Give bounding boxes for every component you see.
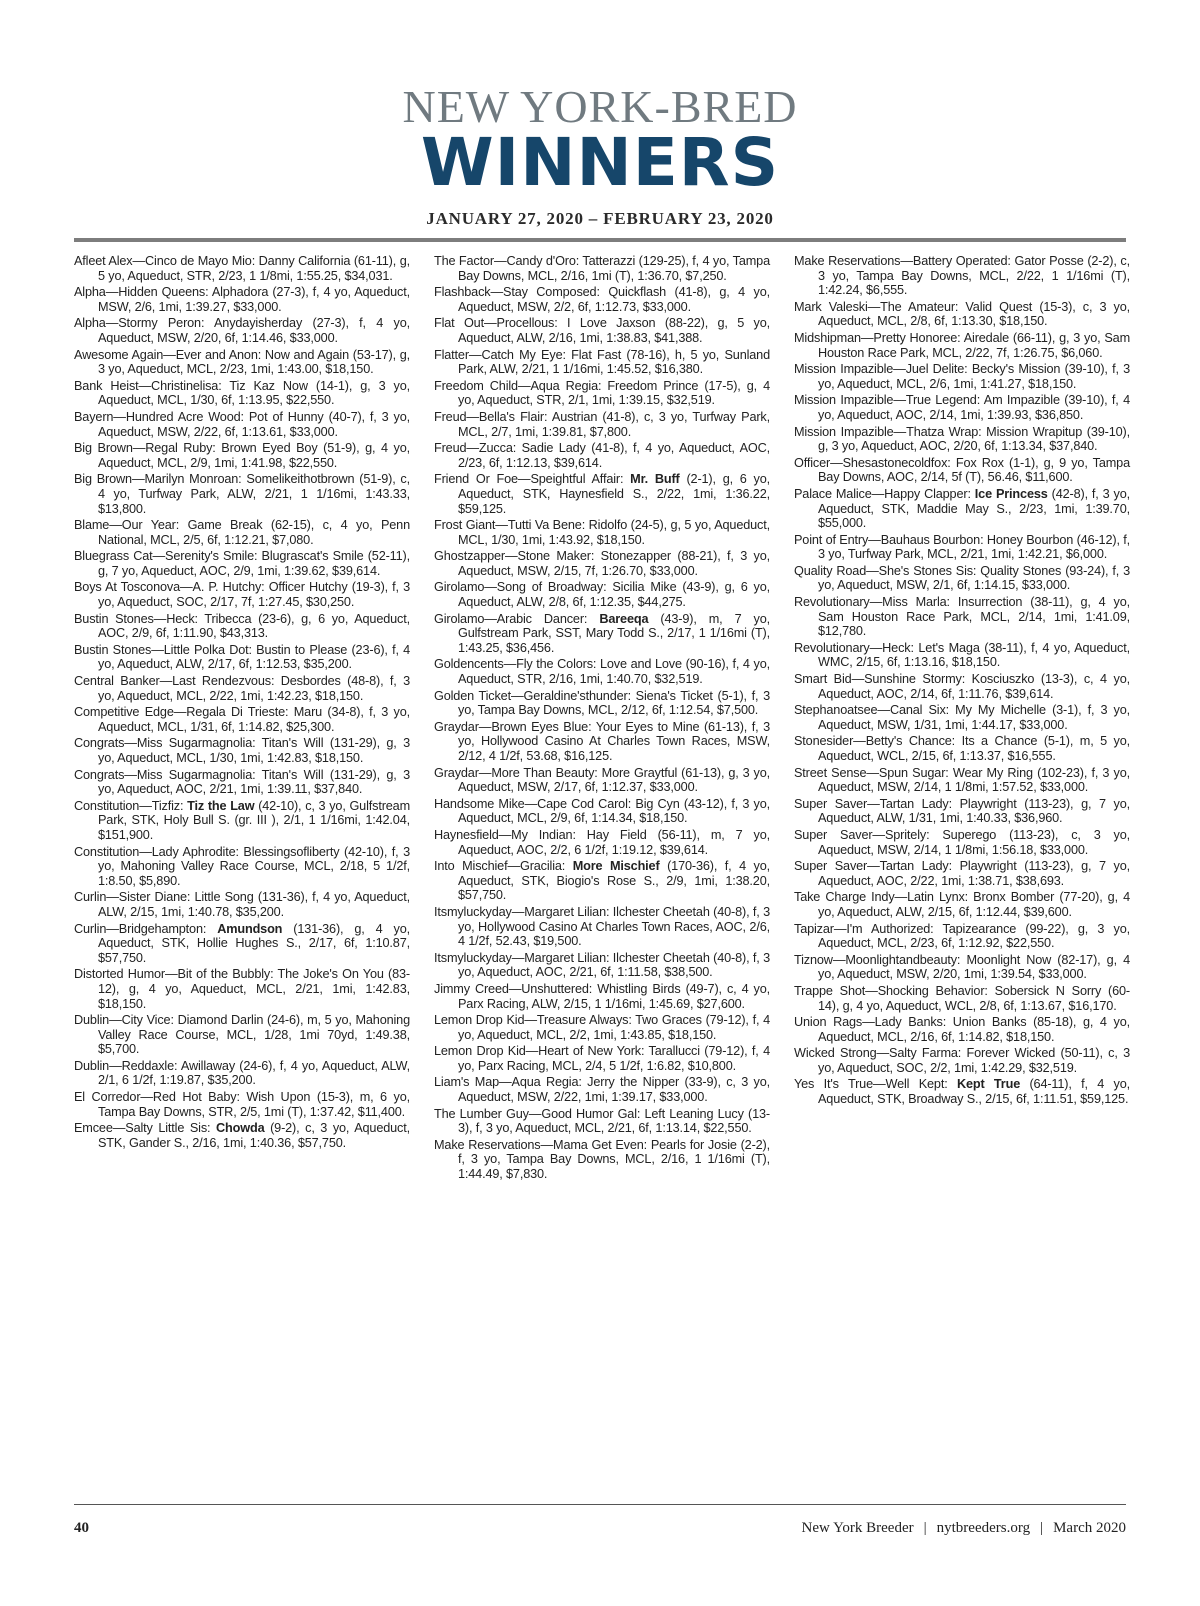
- winner-entry: [434, 859, 770, 903]
- entry-text: (42-8), f, 3 yo, Aqueduct, STK, Maddie May S., 2/23, 1mi, 1:39.70, $55,000.: [818, 486, 1131, 531]
- winner-entry: Curlin—Sister Diane: Little Song (131-36), f, 4 yo, Aqueduct, ALW, 2/15, 1mi, 1:40.78, $35,200.: [74, 890, 410, 919]
- entry-text: Yes It's True—Well Kept:: [794, 1077, 957, 1092]
- winners-columns: [74, 254, 1132, 1184]
- winner-entry: Bluegrass Cat—Serenity's Smile: Blugrascat's Smile (52-11), g, 7 yo, Aqueduct, AOC, 2/9, 1mi, 1:39.62, $39,614.: [74, 549, 410, 578]
- winner-entry: Dublin—City Vice: Diamond Darlin (24-6), m, 5 yo, Mahoning Valley Race Course, MCL, 1/28, 1mi 70yd, 1:49.38, $5,700.: [74, 1013, 410, 1057]
- entry-text: Girolamo—Arabic Dancer:: [434, 611, 600, 626]
- winner-entry: Itsmyluckyday—Margaret Lilian: Ilchester Cheetah (40-8), f, 3 yo, Aqueduct, AOC, 2/21, 6f, 1:11.58, $38,500.: [434, 950, 770, 980]
- winner-entry: Make Reservations—Mama Get Even: Pearls for Josie (2-2), f, 3 yo, Tampa Bay Downs, MCL, 2/16, 1 1/16mi (T), 1:44.49, $7,830.: [434, 1137, 770, 1182]
- winner-entry: Jimmy Creed—Unshuttered: Whistling Birds (49-7), c, 4 yo, Parx Racing, ALW, 2/15, 1 1/16mi, 1:45.69, $27,600.: [434, 981, 770, 1011]
- website: nytbreeders.org: [936, 1520, 1031, 1536]
- stakes-winner-name: Bareeqa: [599, 611, 649, 626]
- page-number: 40: [74, 1520, 89, 1536]
- column-3: [794, 254, 1130, 1184]
- winner-entry: Goldencents—Fly the Colors: Love and Love (90-16), f, 4 yo, Aqueduct, STR, 2/16, 1mi, 1:40.70, $32,519.: [434, 657, 770, 687]
- page-kicker: NEW YORK-BRED: [402, 81, 798, 132]
- winner-entry: Super Saver—Spritely: Superego (113-23), c, 3 yo, Aqueduct, MSW, 2/14, 1 1/8mi, 1:56.18, $33,000.: [794, 827, 1130, 857]
- header-rule: [74, 238, 1126, 242]
- page-footer: [802, 1520, 1126, 1537]
- entry-text: (131-36), g, 4 yo, Aqueduct, STK, Hollie Hughes S., 2/17, 6f, 1:10.87, $57,750.: [98, 921, 411, 965]
- winner-entry: Take Charge Indy—Latin Lynx: Bronx Bomber (77-20), g, 4 yo, Aqueduct, ALW, 2/15, 6f, 1:12.44, $39,600.: [794, 890, 1130, 919]
- winner-entry: Congrats—Miss Sugarmagnolia: Titan's Will (131-29), g, 3 yo, Aqueduct, MCL, 1/30, 1mi, 1:42.83, $18,150.: [74, 736, 410, 765]
- winner-entry: [434, 472, 770, 516]
- winner-entry: Afleet Alex—Cinco de Mayo Mio: Danny California (61-11), g, 5 yo, Aqueduct, STR, 2/23, 1 1/8mi, 1:55.25, $34,031.: [74, 254, 410, 283]
- winner-entry: [74, 799, 410, 843]
- winner-entry: Dublin—Reddaxle: Awillaway (24-6), f, 4 yo, Aqueduct, ALW, 2/1, 6 1/2f, 1:19.87, $35,200.: [74, 1058, 410, 1088]
- winner-entry: Haynesfield—My Indian: Hay Field (56-11), m, 7 yo, Aqueduct, AOC, 2/2, 6 1/2f, 1:19.12, $39,614.: [434, 827, 770, 857]
- entry-text: Friend Or Foe—Speightful Affair:: [434, 472, 631, 487]
- column-2: [434, 254, 770, 1184]
- winner-entry: Alpha—Stormy Peron: Anydayisherday (27-3), f, 4 yo, Aqueduct, MSW, 2/20, 6f, 1:14.46, $33,000.: [74, 316, 410, 345]
- winner-entry: Flat Out—Procellous: I Love Jaxson (88-22), g, 5 yo, Aqueduct, ALW, 2/16, 1mi, 1:38.83, $41,388.: [434, 316, 770, 345]
- winner-entry: Boys At Tosconova—A. P. Hutchy: Officer Hutchy (19-3), f, 3 yo, Aqueduct, SOC, 2/17, 7f, 1:27.45, $30,250.: [74, 580, 410, 610]
- winner-entry: Trappe Shot—Shocking Behavior: Sobersick N Sorry (60-14), g, 4 yo, Aqueduct, WCL, 2/8, 6f, 1:13.67, $16,170.: [794, 983, 1130, 1013]
- winner-entry: [794, 1077, 1130, 1106]
- entry-text: Curlin—Bridgehampton:: [74, 921, 218, 936]
- winner-entry: Liam's Map—Aqua Regia: Jerry the Nipper (33-9), c, 3 yo, Aqueduct, MSW, 2/22, 1mi, 1:39.17, $33,000.: [434, 1075, 770, 1105]
- winner-entry: Central Banker—Last Rendezvous: Desbordes (48-8), f, 3 yo, Aqueduct, MCL, 2/22, 1mi, 1:42.23, $18,150.: [74, 674, 410, 703]
- winner-entry: Bank Heist—Christinelisa: Tiz Kaz Now (14-1), g, 3 yo, Aqueduct, MCL, 1/30, 6f, 1:13.95, $22,550.: [74, 378, 410, 408]
- footer-separator: |: [1040, 1520, 1044, 1536]
- winner-entry: Freud—Zucca: Sadie Lady (41-8), f, 4 yo, Aqueduct, AOC, 2/23, 6f, 1:12.13, $39,614.: [434, 441, 770, 470]
- winner-entry: Distorted Humor—Bit of the Bubbly: The Joke's On You (83-12), g, 4 yo, Aqueduct, MCL, 2/21, 1mi, 1:42.83, $18,150.: [74, 967, 410, 1011]
- winner-entry: Big Brown—Marilyn Monroan: Somelikeithotbrown (51-9), c, 4 yo, Turfway Park, ALW, 2/21, 1 1/16mi, 1:43.33, $13,800.: [74, 472, 410, 516]
- entry-text: Emcee—Salty Little Sis:: [74, 1121, 217, 1136]
- winner-entry: Point of Entry—Bauhaus Bourbon: Honey Bourbon (46-12), f, 3 yo, Turfway Park, MCL, 2/21, 1mi, 1:42.21, $6,000.: [794, 532, 1130, 562]
- winner-entry: Ghostzapper—Stone Maker: Stonezapper (88-21), f, 3 yo, Aqueduct, MSW, 2/15, 7f, 1:26.70, $33,000.: [434, 549, 770, 578]
- winner-entry: Alpha—Hidden Queens: Alphadora (27-3), f, 4 yo, Aqueduct, MSW, 2/6, 1mi, 1:39.27, $33,000.: [74, 285, 410, 314]
- issue-date: March 2020: [1053, 1520, 1126, 1536]
- entry-text: (9-2), c, 3 yo, Aqueduct, STK, Gander S., 2/16, 1mi, 1:40.36, $57,750.: [98, 1121, 410, 1150]
- winner-entry: Golden Ticket—Geraldine'sthunder: Siena's Ticket (5-1), f, 3 yo, Tampa Bay Downs, MCL, 2/12, 6f, 1:12.54, $7,500.: [434, 688, 770, 718]
- winner-entry: Midshipman—Pretty Honoree: Airedale (66-11), g, 3 yo, Sam Houston Race Park, MCL, 2/22, 7f, 1:26.75, $6,060.: [794, 330, 1130, 360]
- winner-entry: The Factor—Candy d'Oro: Tatterazzi (129-25), f, 4 yo, Tampa Bay Downs, MCL, 2/16, 1mi (T), 1:36.70, $7,250.: [434, 254, 770, 283]
- winner-entry: [74, 1121, 410, 1150]
- entry-text: (2-1), g, 6 yo, Aqueduct, STK, Haynesfield S., 2/22, 1mi, 1:36.22, $59,125.: [458, 472, 770, 516]
- winner-entry: Frost Giant—Tutti Va Bene: Ridolfo (24-5), g, 5 yo, Aqueduct, MCL, 1/30, 1mi, 1:43.92, $18,150.: [434, 518, 770, 547]
- winner-entry: Flashback—Stay Composed: Quickflash (41-8), g, 4 yo, Aqueduct, MSW, 2/2, 6f, 1:12.73, $33,000.: [434, 285, 770, 314]
- winner-entry: The Lumber Guy—Good Humor Gal: Left Leaning Lucy (13-3), f, 3 yo, Aqueduct, MCL, 2/21, 6f, 1:13.14, $22,550.: [434, 1106, 770, 1136]
- winner-entry: Smart Bid—Sunshine Stormy: Kosciuszko (13-3), c, 4 yo, Aqueduct, AOC, 2/14, 6f, 1:11.76, $39,614.: [794, 672, 1130, 701]
- entry-text: Into Mischief—Gracilia:: [434, 859, 573, 874]
- winner-entry: Super Saver—Tartan Lady: Playwright (113-23), g, 7 yo, Aqueduct, AOC, 2/22, 1mi, 1:38.71, $38,693.: [794, 859, 1130, 888]
- winner-entry: Freedom Child—Aqua Regia: Freedom Prince (17-5), g, 4 yo, Aqueduct, STR, 2/1, 1mi, 1:39.15, $32,519.: [434, 378, 770, 408]
- entry-text: (64-11), f, 4 yo, Aqueduct, STK, Broadway S., 2/15, 6f, 1:11.51, $59,125.: [818, 1077, 1130, 1107]
- footer-separator: |: [923, 1520, 927, 1536]
- winner-entry: Bustin Stones—Little Polka Dot: Bustin to Please (23-6), f, 4 yo, Aqueduct, ALW, 2/17, 6f, 1:12.53, $35,200.: [74, 642, 410, 672]
- winner-entry: Graydar—Brown Eyes Blue: Your Eyes to Mine (61-13), f, 3 yo, Hollywood Casino At Charles Town Races, MSW, 2/12, 4 1/2f, 53.68, $16,125.: [434, 719, 770, 763]
- stakes-winner-name: Chowda: [216, 1121, 265, 1136]
- winner-entry: Make Reservations—Battery Operated: Gator Posse (2-2), c, 3 yo, Tampa Bay Downs, MCL, 2/22, 1 1/16mi (T), 1:42.24, $6,555.: [794, 254, 1130, 298]
- winner-entry: Mission Impazible—Thatza Wrap: Mission Wrapitup (39-10), g, 3 yo, Aqueduct, AOC, 2/20, 6f, 1:13.34, $37,840.: [794, 424, 1130, 454]
- entry-text: Constitution—Tizfiz:: [74, 798, 188, 813]
- entry-text: (42-10), c, 3 yo, Gulfstream Park, STK, Holy Bull S. (gr. III ), 2/1, 1 1/16mi, 1:42.04, $151,900.: [98, 798, 411, 842]
- column-1: [74, 254, 410, 1184]
- winner-entry: Handsome Mike—Cape Cod Carol: Big Cyn (43-12), f, 3 yo, Aqueduct, MCL, 2/9, 6f, 1:14.34, $18,150.: [434, 796, 770, 826]
- winner-entry: Union Rags—Lady Banks: Union Banks (85-18), g, 4 yo, Aqueduct, MCL, 2/16, 6f, 1:14.82, $18,150.: [794, 1015, 1130, 1044]
- winner-entry: [794, 487, 1130, 531]
- winner-entry: Bayern—Hundred Acre Wood: Pot of Hunny (40-7), f, 3 yo, Aqueduct, MSW, 2/22, 6f, 1:13.61, $33,000.: [74, 409, 410, 439]
- stakes-winner-name: More Mischief: [572, 859, 660, 874]
- stakes-winner-name: Mr. Buff: [630, 472, 680, 487]
- winner-entry: Freud—Bella's Flair: Austrian (41-8), c, 3 yo, Turfway Park, MCL, 2/7, 1mi, 1:39.81, $7,800.: [434, 409, 770, 439]
- winner-entry: Tiznow—Moonlightandbeauty: Moonlight Now (82-17), g, 4 yo, Aqueduct, MSW, 2/20, 1mi, 1:39.54, $33,000.: [794, 952, 1130, 982]
- winner-entry: [74, 922, 410, 966]
- winner-entry: Mission Impazible—Juel Delite: Becky's Mission (39-10), f, 3 yo, Aqueduct, MCL, 2/6, 1mi, 1:41.27, $18,150.: [794, 362, 1130, 391]
- publication-name: New York Breeder: [801, 1520, 914, 1536]
- entry-text: (170-36), f, 4 yo, Aqueduct, STK, Biogio's Rose S., 2/9, 1mi, 1:38.20, $57,750.: [458, 859, 770, 903]
- stakes-winner-name: Ice Princess: [974, 486, 1048, 501]
- winner-entry: Mark Valeski—The Amateur: Valid Quest (15-3), c, 3 yo, Aqueduct, MCL, 2/8, 6f, 1:13.30, $18,150.: [794, 299, 1130, 329]
- winner-entry: Street Sense—Spun Sugar: Wear My Ring (102-23), f, 3 yo, Aqueduct, MSW, 2/14, 1 1/8mi, 1:57.52, $33,000.: [794, 765, 1130, 795]
- winner-entry: Bustin Stones—Heck: Tribecca (23-6), g, 6 yo, Aqueduct, AOC, 2/9, 6f, 1:11.90, $43,313.: [74, 611, 410, 641]
- winner-entry: Girolamo—Song of Broadway: Sicilia Mike (43-9), g, 6 yo, Aqueduct, ALW, 2/8, 6f, 1:12.35, $44,275.: [434, 580, 770, 610]
- winner-entry: Stonesider—Betty's Chance: Its a Chance (5-1), m, 5 yo, Aqueduct, WCL, 2/15, 6f, 1:13.37, $16,555.: [794, 734, 1130, 763]
- winner-entry: Revolutionary—Heck: Let's Maga (38-11), f, 4 yo, Aqueduct, WMC, 2/15, 6f, 1:13.16, $18,150.: [794, 640, 1130, 670]
- entry-text: (43-9), m, 7 yo, Gulfstream Park, SST, Mary Todd S., 2/17, 1 1/16mi (T), 1:43.25, $36,456.: [458, 611, 770, 655]
- date-range: JANUARY 27, 2020 – FEBRUARY 23, 2020: [426, 209, 774, 228]
- winner-entry: Competitive Edge—Regala Di Trieste: Maru (34-8), f, 3 yo, Aqueduct, MCL, 1/31, 6f, 1:14.82, $25,300.: [74, 705, 410, 734]
- winner-entry: Revolutionary—Miss Marla: Insurrection (38-11), g, 4 yo, Sam Houston Race Park, MCL, 2/14, 1mi, 1:41.09, $12,780.: [794, 595, 1130, 639]
- winner-entry: Graydar—More Than Beauty: More Graytful (61-13), g, 3 yo, Aqueduct, MSW, 2/17, 6f, 1:12.37, $33,000.: [434, 765, 770, 795]
- stakes-winner-name: Kept True: [956, 1077, 1021, 1092]
- winner-entry: Lemon Drop Kid—Heart of New York: Tarallucci (79-12), f, 4 yo, Parx Racing, MCL, 2/4, 5 1/2f, 1:6.82, $10,800.: [434, 1044, 770, 1073]
- winner-entry: Quality Road—She's Stones Sis: Quality Stones (93-24), f, 3 yo, Aqueduct, MSW, 2/1, 6f, 1:14.15, $33,000.: [794, 563, 1130, 593]
- winner-entry: Awesome Again—Ever and Anon: Now and Again (53-17), g, 3 yo, Aqueduct, MCL, 2/23, 1mi, 1:43.00, $18,150.: [74, 347, 410, 377]
- stakes-winner-name: Tiz the Law: [187, 798, 255, 813]
- winner-entry: Blame—Our Year: Game Break (62-15), c, 4 yo, Penn National, MCL, 2/5, 6f, 1:12.21, $7,080.: [74, 518, 410, 547]
- winner-entry: Congrats—Miss Sugarmagnolia: Titan's Will (131-29), g, 3 yo, Aqueduct, AOC, 2/21, 1mi, 1:39.11, $37,840.: [74, 767, 410, 797]
- winner-entry: El Corredor—Red Hot Baby: Wish Upon (15-3), m, 6 yo, Tampa Bay Downs, STR, 2/5, 1mi (T), 1:37.42, $11,400.: [74, 1090, 410, 1119]
- winner-entry: Wicked Strong—Salty Farma: Forever Wicked (50-11), c, 3 yo, Aqueduct, SOC, 2/2, 1mi, 1:42.29, $32,519.: [794, 1046, 1130, 1075]
- winner-entry: Lemon Drop Kid—Treasure Always: Two Graces (79-12), f, 4 yo, Aqueduct, MCL, 2/2, 1mi, 1:43.85, $18,150.: [434, 1013, 770, 1042]
- stakes-winner-name: Amundson: [217, 921, 283, 936]
- winner-entry: Mission Impazible—True Legend: Am Impazible (39-10), f, 4 yo, Aqueduct, AOC, 2/14, 1mi, 1:39.93, $36,850.: [794, 393, 1130, 422]
- winner-entry: Stephanoatsee—Canal Six: My My Michelle (3-1), f, 3 yo, Aqueduct, MSW, 1/31, 1mi, 1:44.17, $33,000.: [794, 703, 1130, 732]
- page-title: WINNERS: [420, 124, 780, 201]
- winner-entry: Tapizar—I'm Authorized: Tapizearance (99-22), g, 3 yo, Aqueduct, MCL, 2/23, 6f, 1:12.92, $22,550.: [794, 921, 1130, 951]
- winner-entry: Itsmyluckyday—Margaret Lilian: Ilchester Cheetah (40-8), f, 3 yo, Hollywood Casino At Charles Town Races, AOC, 2/6, 4 1/2f, 52.43, $19,500.: [434, 904, 770, 949]
- entry-text: Palace Malice—Happy Clapper:: [794, 486, 975, 501]
- footer-rule: [74, 1504, 1126, 1505]
- winner-entry: Constitution—Lady Aphrodite: Blessingsofliberty (42-10), f, 3 yo, Mahoning Valley Race Course, MCL, 2/18, 5 1/2f, 1:8.50, $5,890.: [74, 844, 410, 888]
- winner-entry: Big Brown—Regal Ruby: Brown Eyed Boy (51-9), g, 4 yo, Aqueduct, MCL, 2/9, 1mi, 1:41.98, $22,550.: [74, 441, 410, 470]
- winner-entry: Flatter—Catch My Eye: Flat Fast (78-16), h, 5 yo, Sunland Park, ALW, 2/21, 1 1/16mi, 1:45.52, $16,380.: [434, 347, 770, 377]
- winner-entry: Officer—Shesastonecoldfox: Fox Rox (1-1), g, 9 yo, Tampa Bay Downs, AOC, 2/14, 5f (T), 56.46, $11,600.: [794, 455, 1130, 485]
- winner-entry: Super Saver—Tartan Lady: Playwright (113-23), g, 7 yo, Aqueduct, ALW, 1/31, 1mi, 1:40.33, $36,960.: [794, 796, 1130, 826]
- winner-entry: [434, 612, 770, 656]
